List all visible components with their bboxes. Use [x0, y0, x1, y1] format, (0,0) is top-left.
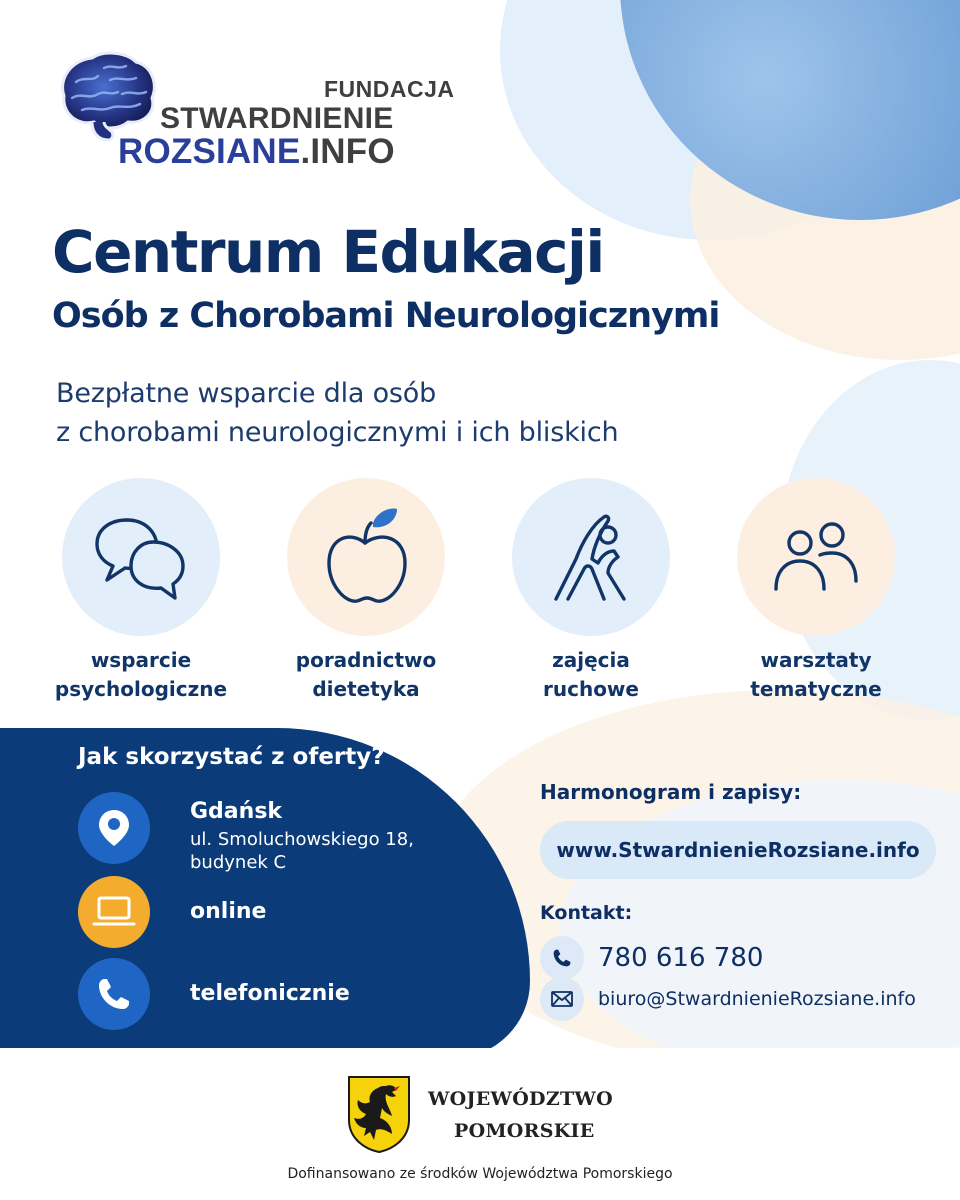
contact-icon-circle [540, 936, 584, 980]
envelope-icon [551, 991, 573, 1007]
service-dietary-advice [256, 478, 476, 704]
offer-icon-circle [78, 792, 150, 864]
footer [0, 1048, 960, 1200]
service-label: zajęcia ruchowe [543, 648, 639, 701]
phone-icon [96, 976, 132, 1012]
offer-icon-circle [78, 876, 150, 948]
offer-item-address: ul. Smoluchowskiego 18, budynek C [190, 829, 414, 873]
offer-icon-circle [78, 958, 150, 1030]
service-label: warsztaty tematyczne [750, 648, 882, 701]
speech-bubbles-icon [91, 512, 191, 602]
offer-title: Jak skorzystać z oferty? [78, 744, 385, 770]
voivodeship-name-line2: POMORSKIE [454, 1120, 595, 1142]
contact-email-row[interactable] [540, 977, 916, 1021]
service-icon-circle [287, 478, 445, 636]
offer-item-heading: online [190, 899, 267, 924]
service-physical-activity [481, 478, 701, 704]
offer-item-location [78, 792, 414, 873]
apple-icon [321, 507, 411, 607]
page-subtitle: Osób z Chorobami Neurologicznymi [52, 296, 720, 336]
contact-phone: 780 616 780 [598, 943, 764, 973]
service-icon-circle [737, 478, 895, 636]
service-label: wsparcie psychologiczne [54, 648, 228, 701]
website-link[interactable]: www.StwardnienieRozsiane.info [540, 821, 936, 879]
offer-item-text [190, 898, 490, 926]
offer-item-heading: telefonicznie [190, 981, 350, 1006]
contact-icon-circle [540, 977, 584, 1021]
people-icon [766, 517, 866, 597]
offer-item-phone [78, 958, 350, 1030]
intro-line-1: Bezpłatne wsparcie dla osób [56, 378, 437, 409]
contact-phone-row[interactable] [540, 936, 763, 980]
logo-line-rozsiane [118, 132, 395, 172]
contact-heading: Kontakt: [540, 902, 633, 924]
contact-email: biuro@StwardnienieRozsiane.info [598, 988, 916, 1010]
schedule-heading: Harmonogram i zapisy: [540, 780, 802, 804]
page-title: Centrum Edukacji [52, 218, 604, 286]
service-icon-circle [512, 478, 670, 636]
laptop-icon [92, 895, 136, 929]
offer-item-heading: Gdańsk [190, 799, 283, 824]
foundation-logo[interactable] [52, 48, 455, 173]
phone-icon [552, 948, 572, 968]
offer-item-text [190, 980, 490, 1008]
offer-item-text [190, 798, 490, 874]
voivodeship-name-line1: WOJEWÓDZTWO [428, 1088, 613, 1110]
stretching-person-icon [546, 507, 636, 607]
logo-rozsiane-part: ROZSIANE [118, 132, 301, 171]
brain-icon [52, 48, 160, 144]
offer-item-online [78, 876, 267, 948]
logo-line-stwardnienie: STWARDNIENIE [160, 102, 394, 135]
griffin-crest-icon [346, 1074, 412, 1154]
service-label: poradnictwo dietetyka [295, 648, 437, 701]
intro-text [56, 374, 618, 452]
service-icon-circle [62, 478, 220, 636]
logo-line-fundacja: FUNDACJA [324, 76, 455, 102]
intro-line-2: z chorobami neurologicznymi i ich bliskich [56, 417, 619, 448]
service-thematic-workshops [706, 478, 926, 704]
funding-note: Dofinansowano ze środków Województwa Pomorskiego [287, 1166, 673, 1182]
logo-info-part: .INFO [300, 132, 395, 171]
services-row [0, 478, 960, 708]
location-pin-icon [97, 808, 131, 848]
service-psychological-support [31, 478, 251, 704]
